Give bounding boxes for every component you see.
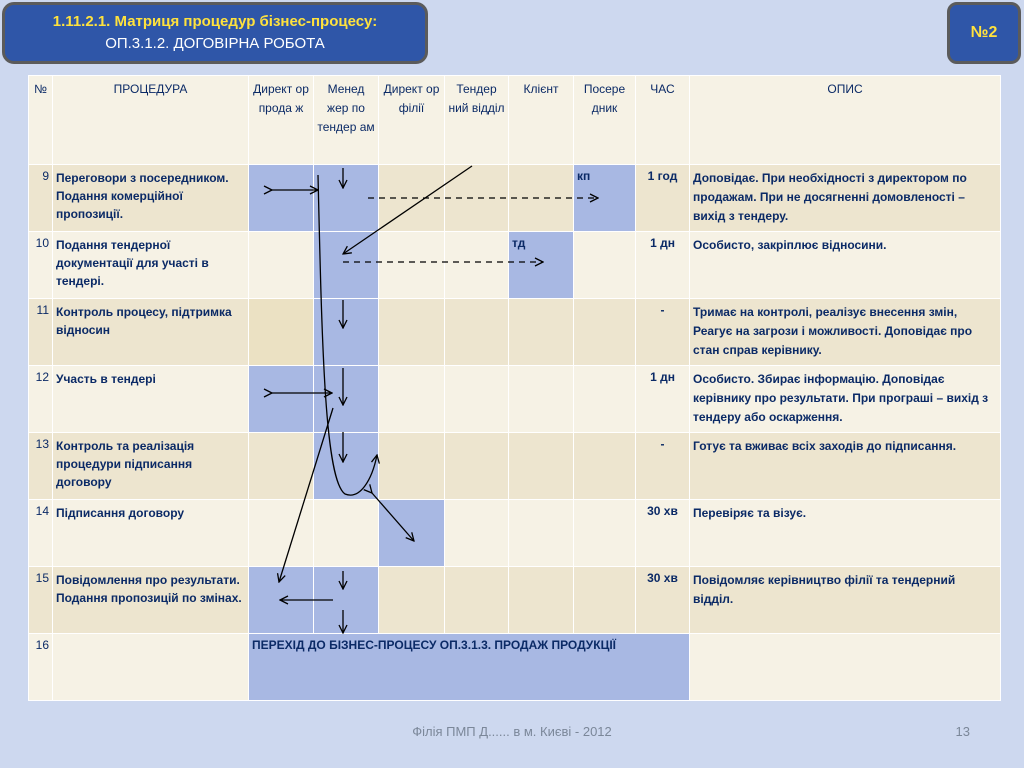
table-row	[29, 500, 1001, 567]
cell-tender-manager	[314, 232, 379, 299]
cell-tender-manager	[314, 567, 379, 634]
row-num: 12	[29, 366, 53, 433]
table-row	[29, 366, 1001, 433]
row-description	[690, 634, 1001, 701]
table-row	[29, 232, 1001, 299]
cell-tender-dept	[445, 500, 509, 567]
table-row-final	[29, 634, 1001, 701]
table-row	[29, 165, 1001, 232]
row-time: 1 год	[636, 165, 690, 232]
cell-tender-manager	[314, 165, 379, 232]
cell-sales-director	[249, 567, 314, 634]
row-num: 11	[29, 299, 53, 366]
cell-client	[509, 433, 574, 500]
header-num: №	[29, 76, 53, 165]
cell-sales-director	[249, 366, 314, 433]
cell-client	[509, 500, 574, 567]
cell-broker	[574, 433, 636, 500]
header-description: ОПИС	[690, 76, 1001, 165]
row-procedure	[53, 634, 249, 701]
cell-sales-director	[249, 433, 314, 500]
cell-sales-director	[249, 500, 314, 567]
row-procedure: Переговори з посередником. Подання комерційної пропозиції.	[53, 165, 249, 232]
cell-sales-director	[249, 232, 314, 299]
row-procedure: Підписання договору	[53, 500, 249, 567]
footer-text: Філія ПМП Д...... в м. Києві - 2012	[412, 724, 612, 739]
row-description: Доповідає. При необхідності з директором по продажам. При не досягненні домовленості – вихід з тендеру.	[690, 165, 1001, 232]
cell-broker	[574, 500, 636, 567]
row-num: 14	[29, 500, 53, 567]
row-description: Перевіряє та візує.	[690, 500, 1001, 567]
row-time: 30 хв	[636, 500, 690, 567]
header-client: Клієнт	[509, 76, 574, 165]
row-num: 13	[29, 433, 53, 500]
row-procedure: Контроль процесу, підтримка відносин	[53, 299, 249, 366]
cell-tender-manager	[314, 500, 379, 567]
row-time: 1 дн	[636, 366, 690, 433]
cell-branch-director	[379, 433, 445, 500]
title-line-2: ОП.3.1.2. ДОГОВІРНА РОБОТА	[105, 35, 325, 52]
header-time: ЧАС	[636, 76, 690, 165]
cell-client	[509, 366, 574, 433]
cell-branch-director	[379, 366, 445, 433]
header-tender-manager: Менед жер по тендер ам	[314, 76, 379, 165]
row-procedure: Подання тендерної документації для участі в тендері.	[53, 232, 249, 299]
table-row	[29, 299, 1001, 366]
cell-tender-dept	[445, 165, 509, 232]
row-description: Готує та вживає всіх заходів до підписання.	[690, 433, 1001, 500]
row-time: 30 хв	[636, 567, 690, 634]
cell-tender-dept	[445, 567, 509, 634]
cell-broker	[574, 567, 636, 634]
header-branch-director: Директ ор філії	[379, 76, 445, 165]
row-description: Повідомляє керівництво філії та тендерний відділ.	[690, 567, 1001, 634]
cell-branch-director	[379, 232, 445, 299]
row-description: Тримає на контролі, реалізує внесення змін, Реагує на загрози і можливості. Доповідає про стан справ керівнику.	[690, 299, 1001, 366]
cell-tender-manager	[314, 433, 379, 500]
cell-sales-director	[249, 299, 314, 366]
row-procedure: Контроль та реалізація процедури підписання договору	[53, 433, 249, 500]
procedure-matrix-table	[28, 75, 1001, 701]
header-tender-dept: Тендер ний відділ	[445, 76, 509, 165]
row-description: Особисто. Збирає інформацію. Доповідає керівнику про результати. При програші – вихід з тендеру або оскарження.	[690, 366, 1001, 433]
cell-client	[509, 299, 574, 366]
header-sales-director: Директ ор прода ж	[249, 76, 314, 165]
transition-cell: ПЕРЕХІД ДО БІЗНЕС-ПРОЦЕСУ ОП.3.1.3. ПРОДАЖ ПРОДУКЦІЇ	[249, 634, 690, 701]
cell-branch-director	[379, 567, 445, 634]
slide-badge: №2	[947, 2, 1021, 64]
row-num: 16	[29, 634, 53, 701]
slide-title	[2, 2, 428, 64]
table-row	[29, 433, 1001, 500]
cell-broker	[574, 366, 636, 433]
row-num: 15	[29, 567, 53, 634]
row-procedure: Повідомлення про результати. Подання пропозицій по змінах.	[53, 567, 249, 634]
cell-broker	[574, 232, 636, 299]
cell-branch-director	[379, 165, 445, 232]
page-number: 13	[955, 724, 970, 739]
row-time: -	[636, 433, 690, 500]
cell-sales-director	[249, 165, 314, 232]
header-row	[29, 76, 1001, 165]
row-time: -	[636, 299, 690, 366]
cell-client: тд	[509, 232, 574, 299]
cell-broker: кп	[574, 165, 636, 232]
cell-tender-dept	[445, 366, 509, 433]
cell-branch-director	[379, 299, 445, 366]
cell-tender-manager	[314, 299, 379, 366]
cell-tender-manager	[314, 366, 379, 433]
header-procedure: ПРОЦЕДУРА	[53, 76, 249, 165]
row-procedure: Участь в тендері	[53, 366, 249, 433]
cell-tender-dept	[445, 232, 509, 299]
cell-tender-dept	[445, 299, 509, 366]
cell-tender-dept	[445, 433, 509, 500]
row-num: 9	[29, 165, 53, 232]
cell-broker	[574, 299, 636, 366]
table-row	[29, 567, 1001, 634]
cell-client	[509, 165, 574, 232]
row-time: 1 дн	[636, 232, 690, 299]
header-broker: Посере дник	[574, 76, 636, 165]
row-num: 10	[29, 232, 53, 299]
cell-client	[509, 567, 574, 634]
cell-branch-director	[379, 500, 445, 567]
row-description: Особисто, закріплює відносини.	[690, 232, 1001, 299]
title-line-1: 1.11.2.1. Матриця процедур бізнес-процесу:	[52, 13, 378, 30]
